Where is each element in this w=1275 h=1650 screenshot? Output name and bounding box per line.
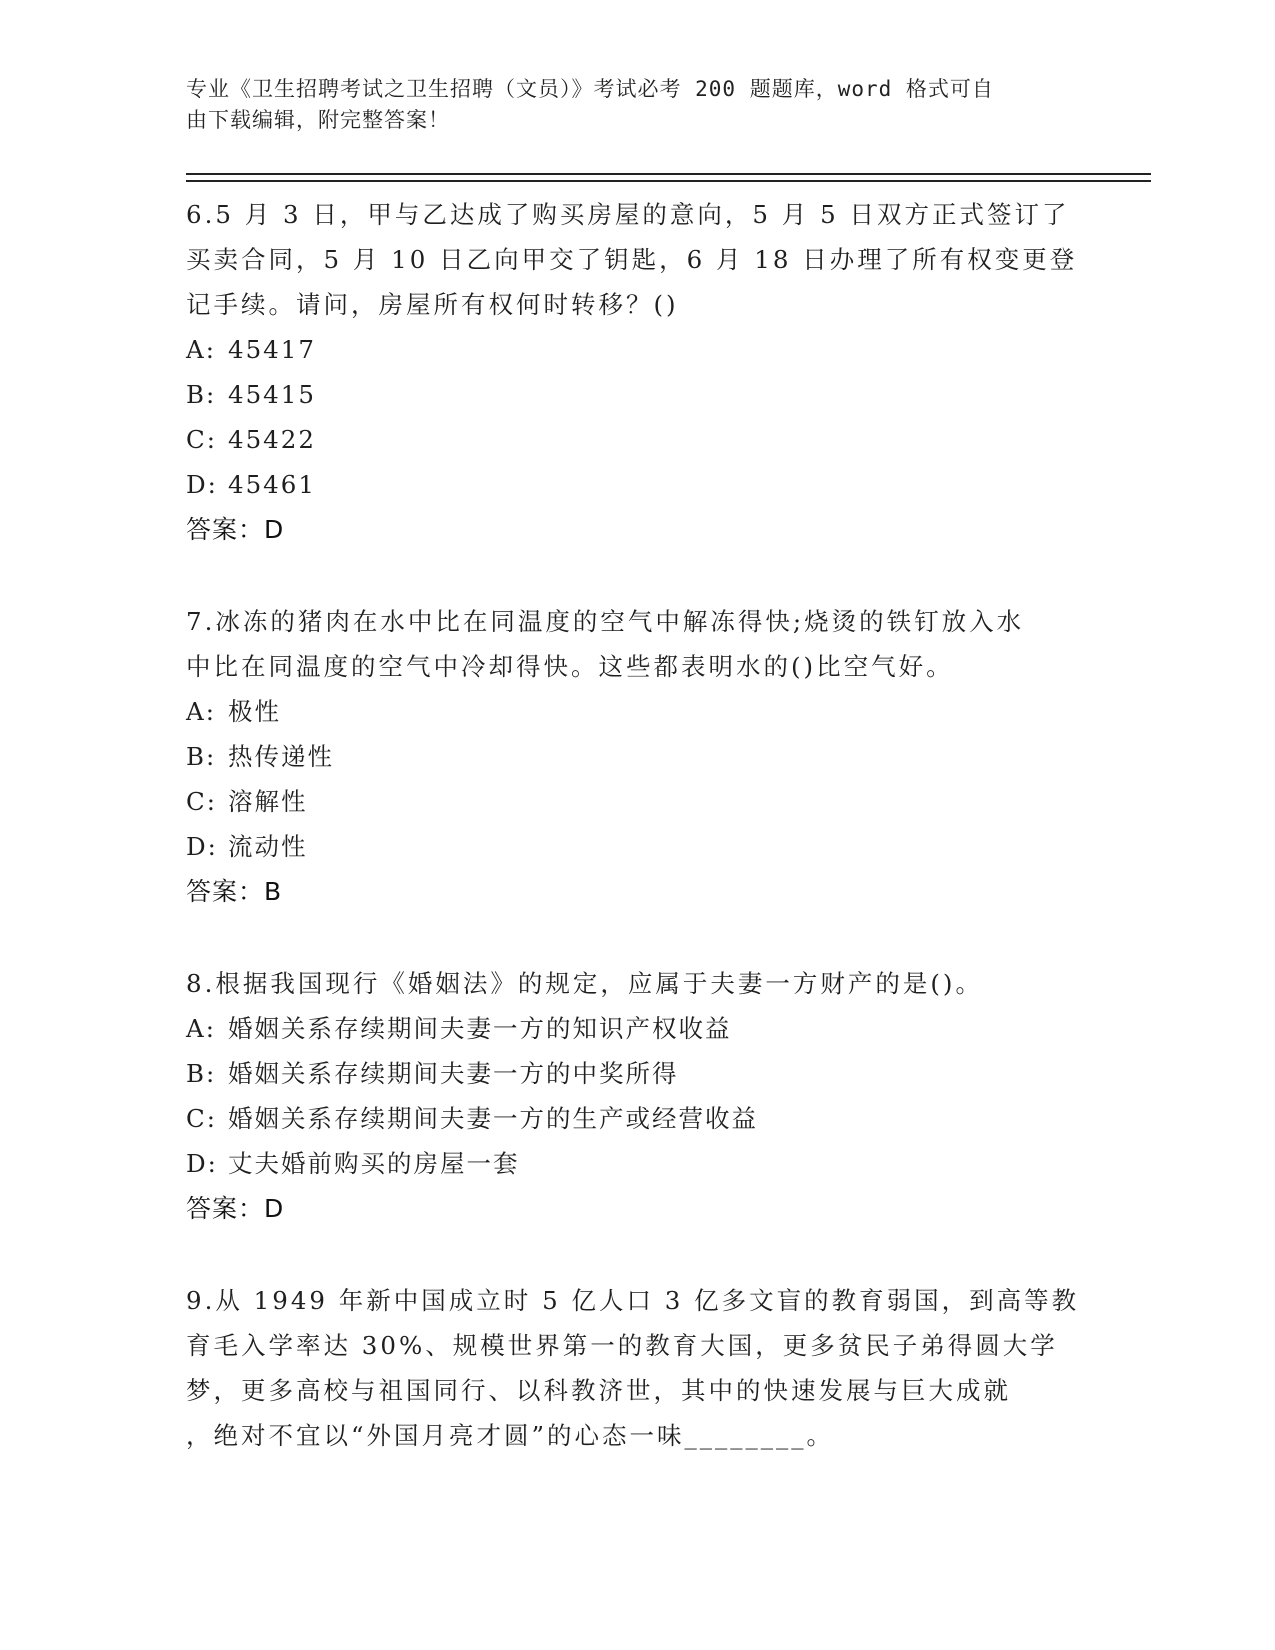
option-a [186,1006,1086,1051]
option-d [186,824,1086,869]
option-text: 45422 [228,425,316,454]
option-key: D: [186,470,218,499]
option-text: 流动性 [228,832,308,861]
option-text: 丈夫婚前购买的房屋一套 [228,1149,520,1178]
option-text: 婚姻关系存续期间夫妻一方的知识产权收益 [228,1014,732,1043]
header-divider-bottom [186,180,1151,182]
option-text: 溶解性 [228,787,308,816]
answer-line: 答案：D [186,515,285,544]
option-key: A: [186,1014,216,1043]
option-key: B: [186,380,217,409]
header-divider-top [186,173,1151,175]
question-7 [186,599,1086,915]
option-text: 婚姻关系存续期间夫妻一方的中奖所得 [228,1059,679,1088]
option-d [186,1141,1086,1186]
answer-line: 答案：D [186,1194,285,1223]
option-b [186,372,1086,417]
question-line: 6.5 月 3 日，甲与乙达成了购买房屋的意向，5 月 5 日双方正式签订了 [186,200,1070,229]
option-d [186,462,1086,507]
option-text: 极性 [228,697,281,726]
question-line: 8.根据我国现行《婚姻法》的规定，应属于夫妻一方财产的是()。 [186,969,983,998]
question-9 [186,1278,1086,1458]
question-line: 育毛入学率达 30%、规模世界第一的教育大国，更多贫民子弟得圆大学 [186,1331,1058,1360]
question-line: 9.从 1949 年新中国成立时 5 亿人口 3 亿多文盲的教育弱国，到高等教 [186,1286,1080,1315]
option-text: 45461 [228,470,316,499]
option-key: C: [186,1104,218,1133]
question-line: 记手续。请问，房屋所有权何时转移？() [186,290,679,319]
option-key: D: [186,1149,218,1178]
question-text [186,599,1086,689]
option-c [186,417,1086,462]
option-key: D: [186,832,218,861]
question-line: 中比在同温度的空气中冷却得快。这些都表明水的()比空气好。 [186,652,954,681]
question-line: 买卖合同，5 月 10 日乙向甲交了钥匙，6 月 18 日办理了所有权变更登 [186,245,1078,274]
question-8 [186,961,1086,1232]
option-key: C: [186,425,218,454]
option-b [186,1051,1086,1096]
header-line-2: 由下载编辑，附完整答案！ [186,108,450,132]
option-text: 婚姻关系存续期间夫妻一方的生产或经营收益 [228,1104,758,1133]
question-text [186,961,1086,1006]
option-text: 热传递性 [228,742,334,771]
option-text: 45415 [228,380,316,409]
option-c [186,779,1086,824]
question-6 [186,192,1086,553]
option-b [186,734,1086,779]
option-key: A: [186,335,216,364]
option-c [186,1096,1086,1141]
option-text: 45417 [228,335,316,364]
question-list [186,192,1086,1504]
option-key: B: [186,1059,217,1088]
option-a [186,689,1086,734]
header-line-1: 专业《卫生招聘考试之卫生招聘（文员）》考试必考 200 题题库，word 格式可自 [186,77,994,101]
question-line: 7.冰冻的猪肉在水中比在同温度的空气中解冻得快;烧烫的铁钉放入水 [186,607,1025,636]
question-line: 梦，更多高校与祖国同行、以科教济世，其中的快速发展与巨大成就 [186,1376,1011,1405]
question-text [186,1278,1086,1458]
option-key: B: [186,742,217,771]
answer-line: 答案：B [186,877,283,906]
document-header [186,74,1066,136]
option-key: C: [186,787,218,816]
question-line: ，绝对不宜以“外国月亮才圆”的心态一味________。 [186,1421,835,1450]
option-key: A: [186,697,216,726]
option-a [186,327,1086,372]
question-text [186,192,1086,327]
